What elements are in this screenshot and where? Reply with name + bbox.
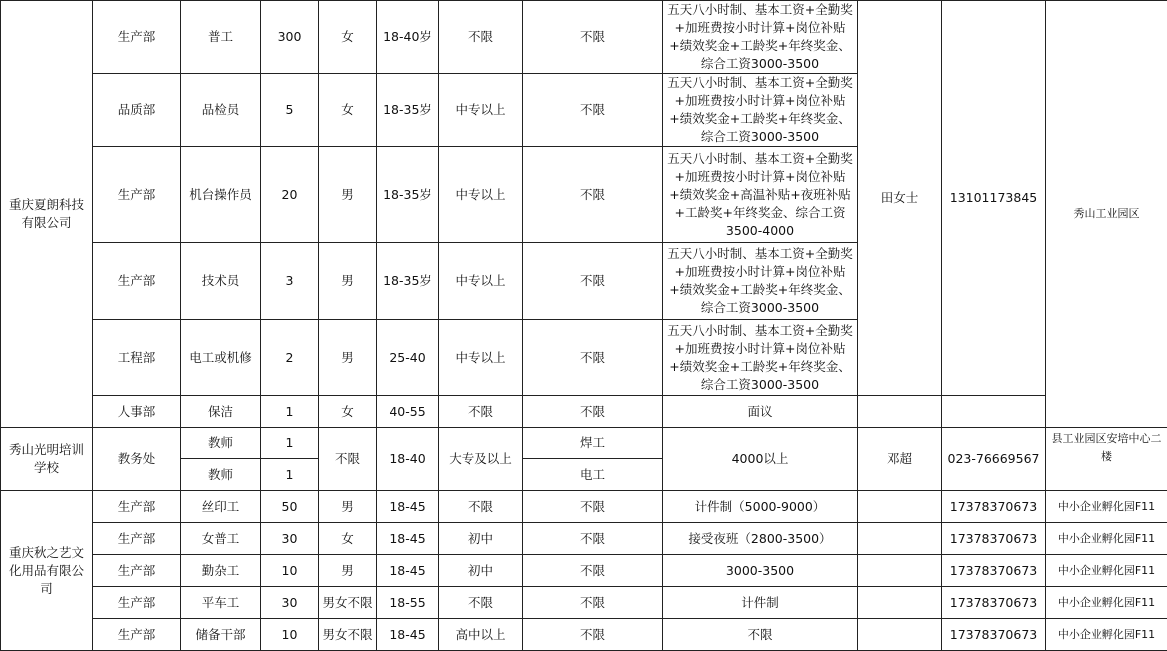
education-cell: 中专以上 — [439, 320, 523, 396]
table-row — [1, 555, 1167, 587]
work-location: 秀山工业园区 — [1046, 1, 1167, 428]
contact-person-empty — [858, 555, 942, 587]
age-cell: 18-45 — [377, 491, 439, 523]
benefit-cell: 五天八小时制、基本工资+全勤奖+加班费按小时计算+岗位补贴+绩效奖金+工龄奖+年终奖金、综合工资3000-3500 — [663, 243, 858, 320]
education-cell: 中专以上 — [439, 74, 523, 147]
dept-cell: 生产部 — [93, 523, 181, 555]
benefit-cell: 五天八小时制、基本工资+全勤奖+加班费按小时计算+岗位补贴+绩效奖金+工龄奖+年终奖金、综合工资3000-3500 — [663, 320, 858, 396]
benefit-cell: 不限 — [663, 619, 858, 651]
dept-cell: 生产部 — [93, 587, 181, 619]
experience-cell: 不限 — [523, 147, 663, 243]
gender-cell: 男 — [319, 320, 377, 396]
contact-phone: 17378370673 — [942, 619, 1046, 651]
age-cell: 18-40岁 — [377, 1, 439, 74]
education-cell: 中专以上 — [439, 147, 523, 243]
experience-cell: 不限 — [523, 555, 663, 587]
contact-person-empty — [858, 396, 942, 428]
gender-cell: 男女不限 — [319, 619, 377, 651]
table-row — [1, 491, 1167, 523]
table-row — [1, 619, 1167, 651]
contact-phone: 17378370673 — [942, 555, 1046, 587]
age-cell: 18-35岁 — [377, 147, 439, 243]
contact-person: 邓超 — [858, 428, 942, 491]
table-row — [1, 396, 1167, 428]
job-cell: 技术员 — [181, 243, 261, 320]
benefit-cell: 五天八小时制、基本工资+全勤奖+加班费按小时计算+岗位补贴+绩效奖金+高温补贴+夜班补贴+工龄奖+年终奖金、综合工资3500-4000 — [663, 147, 858, 243]
age-cell: 18-55 — [377, 587, 439, 619]
benefit-cell: 五天八小时制、基本工资+全勤奖+加班费按小时计算+岗位补贴+绩效奖金+工龄奖+年终奖金、综合工资3000-3500 — [663, 1, 858, 74]
contact-person-empty — [858, 587, 942, 619]
work-location: 中小企业孵化园F11 — [1046, 555, 1167, 587]
experience-cell: 不限 — [523, 619, 663, 651]
benefit-cell: 4000以上 — [663, 428, 858, 491]
experience-cell: 不限 — [523, 587, 663, 619]
experience-cell: 不限 — [523, 523, 663, 555]
education-cell: 中专以上 — [439, 243, 523, 320]
education-cell: 高中以上 — [439, 619, 523, 651]
dept-cell: 生产部 — [93, 243, 181, 320]
company-name: 秀山光明培训学校 — [1, 428, 93, 491]
dept-cell: 品质部 — [93, 74, 181, 147]
gender-cell: 男女不限 — [319, 587, 377, 619]
work-location: 中小企业孵化园F11 — [1046, 491, 1167, 523]
gender-cell: 女 — [319, 523, 377, 555]
experience-cell: 不限 — [523, 74, 663, 147]
experience-cell: 焊工 — [523, 428, 663, 459]
benefit-cell: 计件制（5000-9000） — [663, 491, 858, 523]
count-cell: 20 — [261, 147, 319, 243]
age-cell: 18-45 — [377, 523, 439, 555]
dept-cell: 工程部 — [93, 320, 181, 396]
count-cell: 1 — [261, 396, 319, 428]
contact-phone: 17378370673 — [942, 587, 1046, 619]
count-cell: 30 — [261, 523, 319, 555]
job-cell: 教师 — [181, 459, 261, 491]
experience-cell: 不限 — [523, 396, 663, 428]
table-row — [1, 1, 1167, 74]
count-cell: 300 — [261, 1, 319, 74]
benefit-cell: 接受夜班（2800-3500） — [663, 523, 858, 555]
gender-cell: 女 — [319, 1, 377, 74]
age-cell: 18-45 — [377, 555, 439, 587]
gender-cell: 男 — [319, 147, 377, 243]
dept-cell: 教务处 — [93, 428, 181, 491]
table-row — [1, 523, 1167, 555]
count-cell: 1 — [261, 459, 319, 491]
experience-cell: 不限 — [523, 320, 663, 396]
age-cell: 40-55 — [377, 396, 439, 428]
job-cell: 平车工 — [181, 587, 261, 619]
job-cell: 普工 — [181, 1, 261, 74]
count-cell: 1 — [261, 428, 319, 459]
work-location: 县工业园区安培中心二楼 — [1046, 428, 1167, 491]
contact-phone: 023-76669567 — [942, 428, 1046, 491]
work-location: 中小企业孵化园F11 — [1046, 619, 1167, 651]
company-name: 重庆夏朗科技有限公司 — [1, 1, 93, 428]
education-cell: 不限 — [439, 396, 523, 428]
age-cell: 18-40 — [377, 428, 439, 491]
age-cell: 18-35岁 — [377, 74, 439, 147]
gender-cell: 男 — [319, 243, 377, 320]
table-row — [1, 428, 1167, 459]
count-cell: 10 — [261, 555, 319, 587]
job-cell: 勤杂工 — [181, 555, 261, 587]
gender-cell: 男 — [319, 491, 377, 523]
count-cell: 5 — [261, 74, 319, 147]
job-cell: 机台操作员 — [181, 147, 261, 243]
age-cell: 18-45 — [377, 619, 439, 651]
education-cell: 不限 — [439, 491, 523, 523]
benefit-cell: 面议 — [663, 396, 858, 428]
education-cell: 初中 — [439, 523, 523, 555]
count-cell: 2 — [261, 320, 319, 396]
dept-cell: 生产部 — [93, 1, 181, 74]
contact-phone-empty — [942, 396, 1046, 428]
education-cell: 不限 — [439, 587, 523, 619]
contact-person-empty — [858, 619, 942, 651]
dept-cell: 生产部 — [93, 619, 181, 651]
contact-phone: 13101173845 — [942, 1, 1046, 396]
age-cell: 25-40 — [377, 320, 439, 396]
dept-cell: 生产部 — [93, 147, 181, 243]
benefit-cell: 3000-3500 — [663, 555, 858, 587]
dept-cell: 人事部 — [93, 396, 181, 428]
contact-phone: 17378370673 — [942, 523, 1046, 555]
gender-cell: 女 — [319, 74, 377, 147]
job-cell: 丝印工 — [181, 491, 261, 523]
benefit-cell: 五天八小时制、基本工资+全勤奖+加班费按小时计算+岗位补贴+绩效奖金+工龄奖+年终奖金、综合工资3000-3500 — [663, 74, 858, 147]
job-cell: 教师 — [181, 428, 261, 459]
gender-cell: 不限 — [319, 428, 377, 491]
education-cell: 初中 — [439, 555, 523, 587]
contact-person-empty — [858, 523, 942, 555]
experience-cell: 不限 — [523, 243, 663, 320]
table-row — [1, 587, 1167, 619]
benefit-cell: 计件制 — [663, 587, 858, 619]
gender-cell: 女 — [319, 396, 377, 428]
contact-person: 田女士 — [858, 1, 942, 396]
work-location: 中小企业孵化园F11 — [1046, 523, 1167, 555]
count-cell: 30 — [261, 587, 319, 619]
education-cell: 大专及以上 — [439, 428, 523, 491]
gender-cell: 男 — [319, 555, 377, 587]
dept-cell: 生产部 — [93, 491, 181, 523]
contact-person-empty — [858, 491, 942, 523]
job-cell: 女普工 — [181, 523, 261, 555]
count-cell: 50 — [261, 491, 319, 523]
job-cell: 电工或机修 — [181, 320, 261, 396]
education-cell: 不限 — [439, 1, 523, 74]
company-name: 重庆秋之艺文化用品有限公司 — [1, 491, 93, 651]
contact-phone: 17378370673 — [942, 491, 1046, 523]
job-cell: 品检员 — [181, 74, 261, 147]
experience-cell: 不限 — [523, 491, 663, 523]
experience-cell: 不限 — [523, 1, 663, 74]
job-cell: 储备干部 — [181, 619, 261, 651]
age-cell: 18-35岁 — [377, 243, 439, 320]
experience-cell: 电工 — [523, 459, 663, 491]
work-location: 中小企业孵化园F11 — [1046, 587, 1167, 619]
job-cell: 保洁 — [181, 396, 261, 428]
count-cell: 3 — [261, 243, 319, 320]
count-cell: 10 — [261, 619, 319, 651]
dept-cell: 生产部 — [93, 555, 181, 587]
